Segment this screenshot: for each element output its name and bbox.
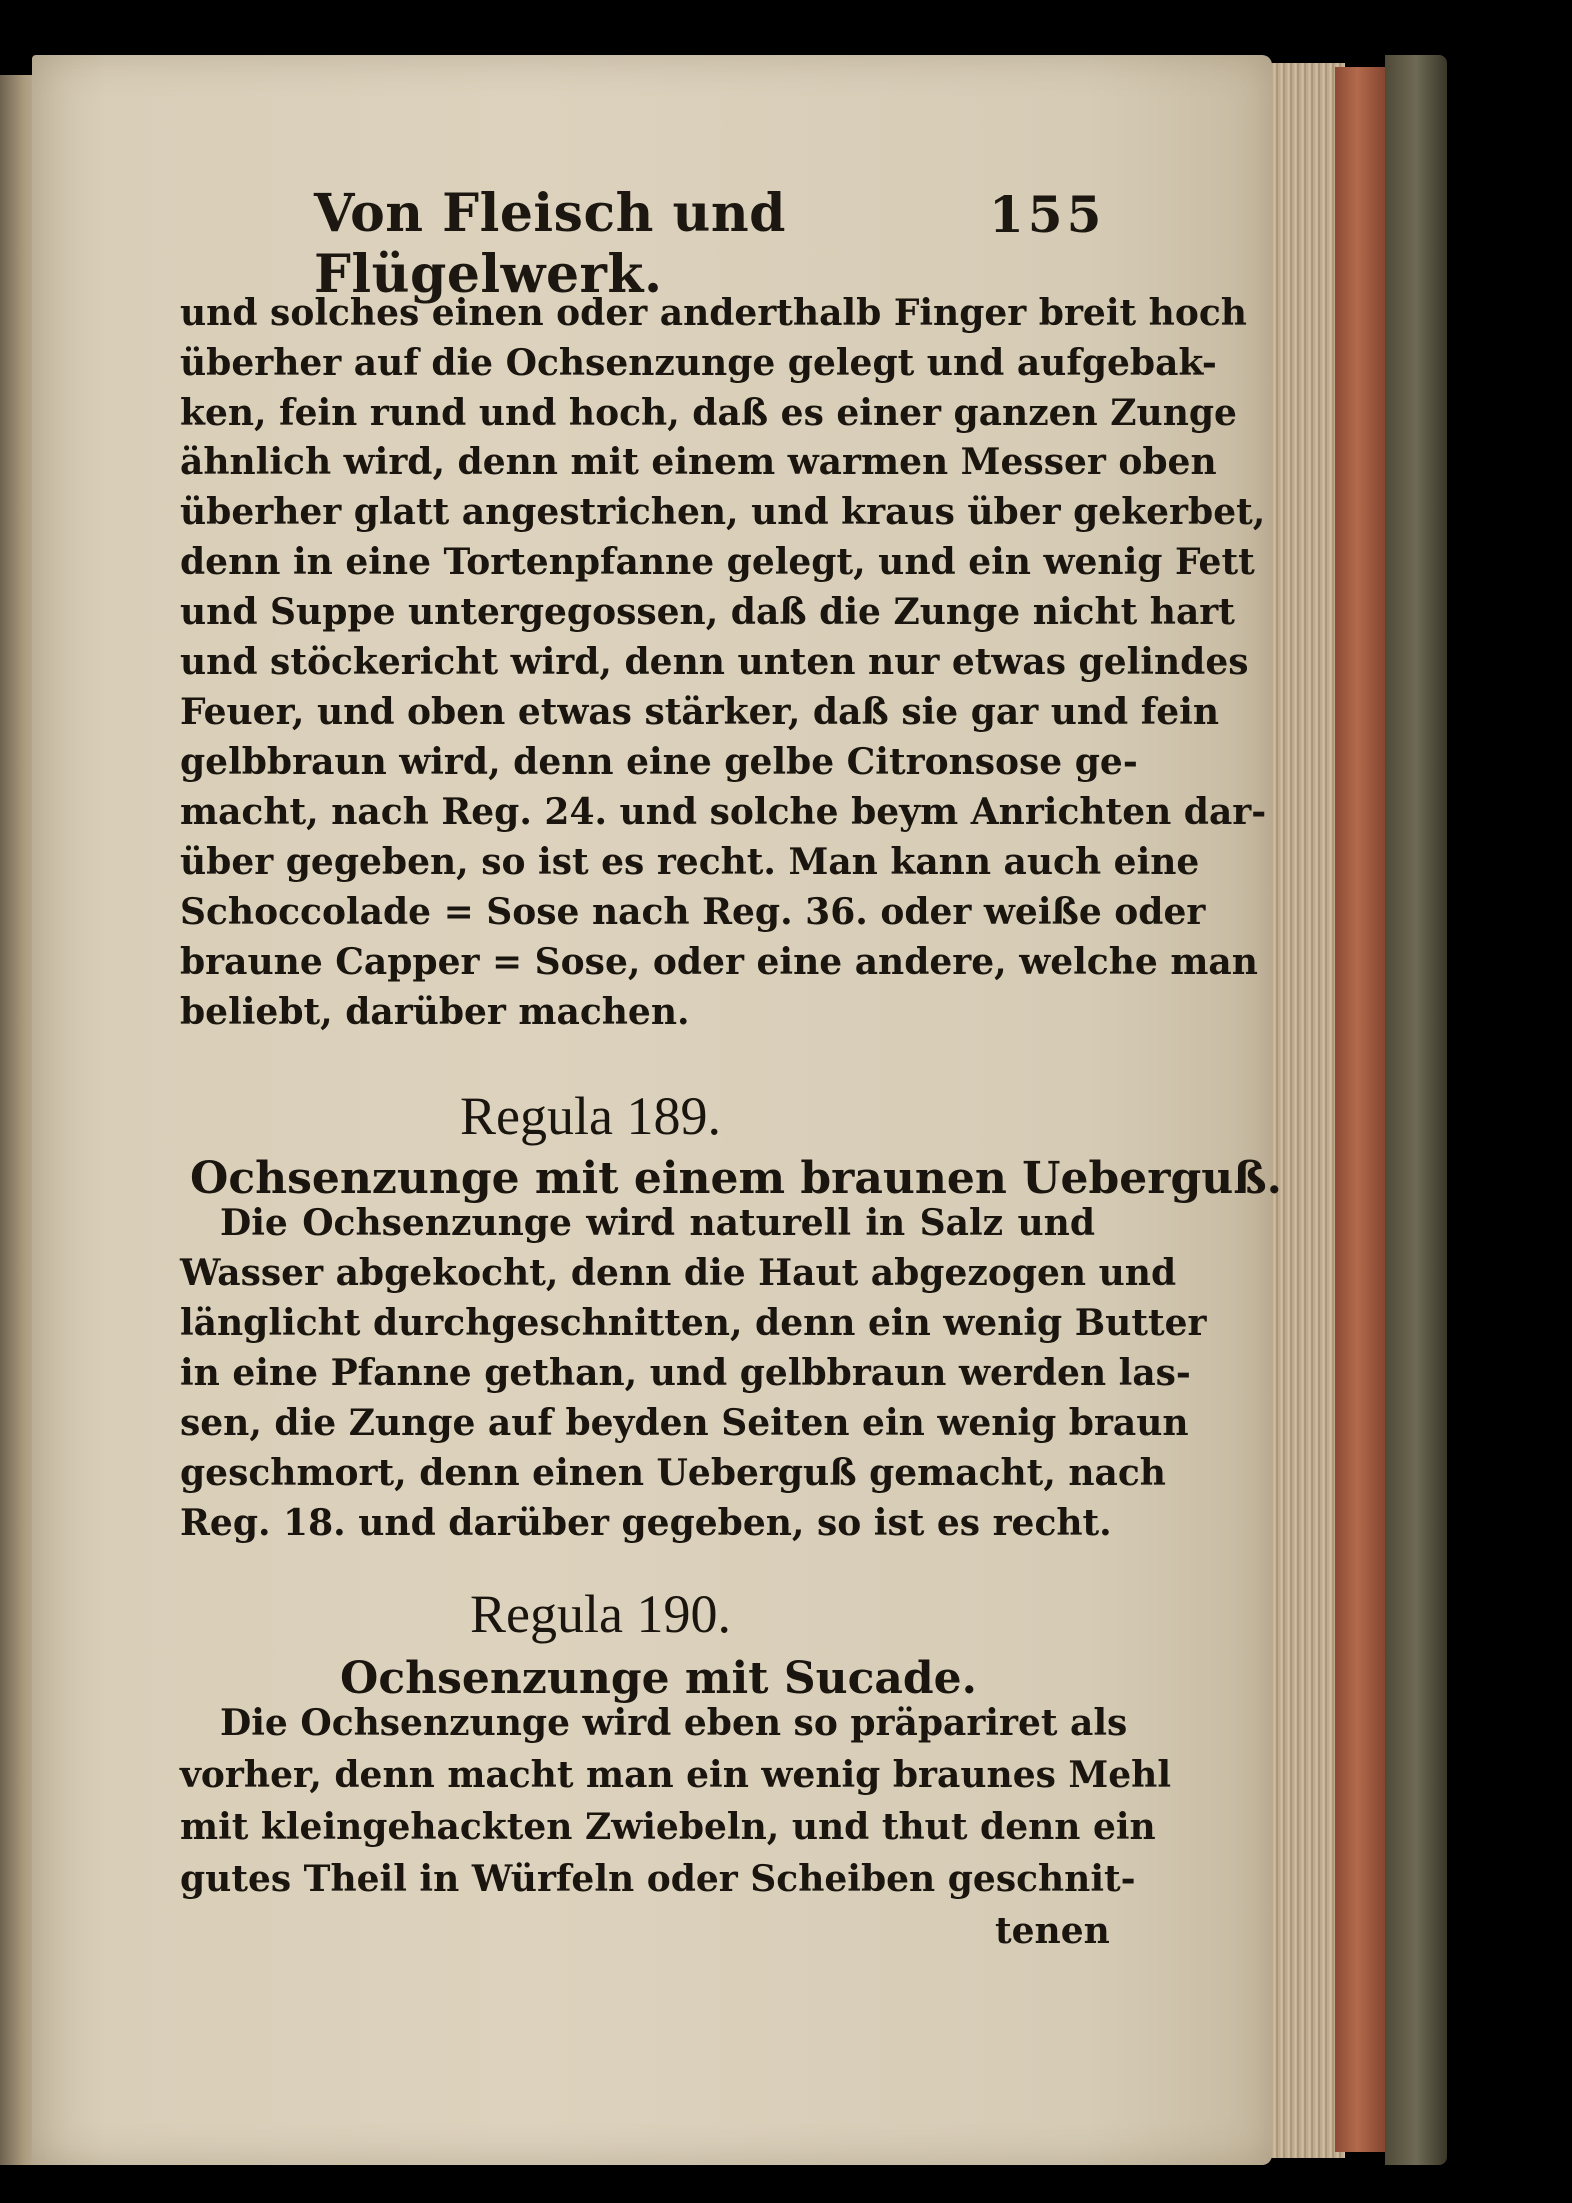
page-number: 155: [989, 185, 1106, 244]
book-page: Von Fleisch und Flügelwerk. 155 und solches einen oder anderthalb Finger breit hoch überher auf die Ochsenzunge gelegt und aufgebak- ken, fein rund und hoch, daß es einer ganzen Zunge ähnlich wird, denn mit einem warmen Messer oben überher glatt angestrichen, und kraus über gekerbet, denn in eine Tortenpfanne gelegt, und ein wenig Fett und Suppe untergegossen, daß die Zunge nicht hart und stöckericht wird, denn unten nur etwas gelindes Feuer, und oben etwas stärker, daß sie gar und fein gelbbraun wird, denn eine gelbe Citronsose ge- macht, nach Reg. 24. und solche beym Anrichten dar- über gegeben, so ist es recht. Man kann auch eine Schoccolade = Sose nach Reg. 36. oder weiße oder braune Capper = Sose, oder eine andere, welche man beliebt, darüber machen. Regula 189. Ochsenzunge mit einem braunen Ueberguß. Die Ochsenzunge wird naturell in Salz und Wasser abgekocht, denn die Haut abgezogen und länglicht durchgeschnitten, denn ein wenig Butter in eine Pfanne gethan, und gelbbraun werden las- sen, die Zunge auf beyden Seiten ein wenig braun geschmort, denn einen Ueberguß gemacht, nach Reg. 18. und darüber gegeben, so ist es recht. Regula 190. Ochsenzunge mit Sucade. Die Ochsenzunge wird eben so präpariret als vorher, denn macht man ein wenig braunes Mehl mit kleingehackten Zwiebeln, und thut denn ein gutes Theil in Würfeln oder Scheiben geschnit- tenen: [32, 55, 1272, 2165]
book-spread: [0, 55, 1445, 2165]
red-page-edge: [1335, 67, 1390, 2152]
regula-number: Regula 189.: [460, 1086, 721, 1146]
running-title: Von Fleisch und Flügelwerk.: [314, 183, 786, 305]
regula-title: Ochsenzunge mit Sucade.: [340, 1653, 977, 1704]
regula-title: Ochsenzunge mit einem braunen Ueberguß.: [190, 1153, 1282, 1204]
cover-board: [1385, 55, 1447, 2165]
page-block-edge: [1265, 63, 1345, 2158]
regula-number: Regula 190.: [470, 1584, 731, 1644]
page-header: [314, 183, 1114, 305]
